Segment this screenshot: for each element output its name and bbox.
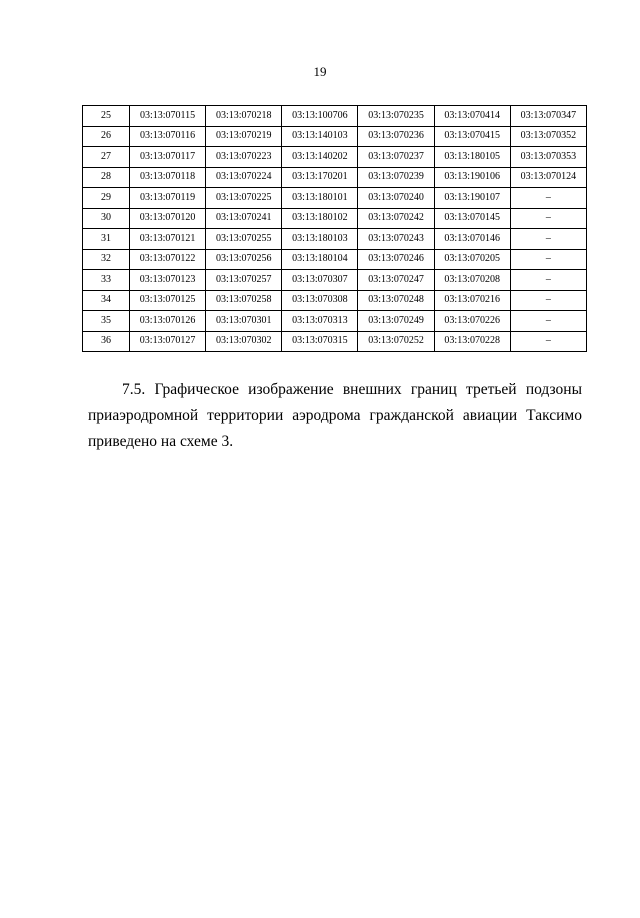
cadastral-number-cell: 03:13:070246 [358,249,434,270]
cadastral-number-cell: 03:13:070146 [434,229,510,250]
cadastral-number-cell: 03:13:070205 [434,249,510,270]
cadastral-number-cell: 03:13:070258 [206,290,282,311]
cadastral-number-cell: 03:13:070218 [206,106,282,127]
cadastral-number-cell: 03:13:180101 [282,188,358,209]
cadastral-number-cell: 03:13:170201 [282,167,358,188]
cadastral-number-cell: – [510,208,586,229]
cadastral-number-cell: – [510,229,586,250]
cadastral-number-cell: 03:13:140202 [282,147,358,168]
cadastral-number-cell: 03:13:100706 [282,106,358,127]
table-row [83,208,587,229]
cadastral-number-cell: 03:13:070313 [282,311,358,332]
cadastral-number-cell: 03:13:070120 [130,208,206,229]
table-row [83,188,587,209]
row-number-cell: 29 [83,188,130,209]
page-number: 19 [313,64,327,79]
cadastral-number-cell: 03:13:190106 [434,167,510,188]
table-row [83,167,587,188]
table-row [83,126,587,147]
cadastral-number-cell: 03:13:070240 [358,188,434,209]
cadastral-number-cell: 03:13:070243 [358,229,434,250]
cadastral-number-cell: – [510,311,586,332]
cadastral-number-cell: 03:13:070116 [130,126,206,147]
table-row [83,147,587,168]
section-7-5-paragraph [88,377,582,455]
cadastral-number-cell: – [510,270,586,291]
table-row [83,106,587,127]
cadastral-number-cell: 03:13:070308 [282,290,358,311]
row-number-cell: 34 [83,290,130,311]
table-row [83,311,587,332]
table-row [83,270,587,291]
row-number-cell: 27 [83,147,130,168]
cadastral-number-cell: 03:13:070315 [282,331,358,352]
row-number-cell: 36 [83,331,130,352]
cadastral-number-cell: 03:13:070415 [434,126,510,147]
cadastral-number-cell: 03:13:070119 [130,188,206,209]
cadastral-number-cell: 03:13:070122 [130,249,206,270]
cadastral-number-cell: 03:13:070239 [358,167,434,188]
cadastral-number-cell: 03:13:070248 [358,290,434,311]
cadastral-number-cell: – [510,290,586,311]
cadastral-number-cell: 03:13:070228 [434,331,510,352]
cadastral-number-cell: 03:13:070121 [130,229,206,250]
cadastral-number-cell: 03:13:070127 [130,331,206,352]
table-row [83,331,587,352]
cadastral-number-cell: – [510,188,586,209]
cadastral-number-cell: 03:13:070225 [206,188,282,209]
cadastral-number-cell: 03:13:070242 [358,208,434,229]
cadastral-number-cell: 03:13:070352 [510,126,586,147]
cadastral-number-cell: 03:13:070223 [206,147,282,168]
cadastral-number-cell: 03:13:070125 [130,290,206,311]
cadastral-number-cell: 03:13:070302 [206,331,282,352]
cadastral-number-cell: 03:13:070301 [206,311,282,332]
cadastral-number-cell: 03:13:070255 [206,229,282,250]
cadastral-number-cell: 03:13:070414 [434,106,510,127]
cadastral-number-cell: 03:13:070237 [358,147,434,168]
cadastral-number-cell: 03:13:070224 [206,167,282,188]
cadastral-numbers-table [82,105,587,352]
cadastral-number-cell: 03:13:070118 [130,167,206,188]
cadastral-number-cell: 03:13:180103 [282,229,358,250]
table-row [83,290,587,311]
cadastral-number-cell: 03:13:190107 [434,188,510,209]
cadastral-number-cell: 03:13:070126 [130,311,206,332]
paragraph-text: 7.5. Графическое изображение внешних границ третьей подзоны приаэродромной территории аэродрома гражданской авиации Таксимо приведено на схеме 3. [88,381,582,450]
cadastral-number-cell: 03:13:070235 [358,106,434,127]
cadastral-number-cell: 03:13:070252 [358,331,434,352]
row-number-cell: 28 [83,167,130,188]
cadastral-number-cell: – [510,249,586,270]
cadastral-number-cell: 03:13:070124 [510,167,586,188]
cadastral-number-cell: – [510,331,586,352]
cadastral-number-cell: 03:13:070249 [358,311,434,332]
cadastral-number-cell: 03:13:070115 [130,106,206,127]
row-number-cell: 32 [83,249,130,270]
cadastral-number-cell: 03:13:070307 [282,270,358,291]
table-row [83,229,587,250]
row-number-cell: 26 [83,126,130,147]
cadastral-number-cell: 03:13:180104 [282,249,358,270]
cadastral-number-cell: 03:13:070208 [434,270,510,291]
cadastral-number-cell: 03:13:070256 [206,249,282,270]
cadastral-number-cell: 03:13:070236 [358,126,434,147]
cadastral-number-cell: 03:13:070226 [434,311,510,332]
cadastral-number-cell: 03:13:070123 [130,270,206,291]
cadastral-number-cell: 03:13:070216 [434,290,510,311]
cadastral-number-cell: 03:13:070241 [206,208,282,229]
row-number-cell: 25 [83,106,130,127]
cadastral-number-cell: 03:13:140103 [282,126,358,147]
cadastral-number-cell: 03:13:070353 [510,147,586,168]
row-number-cell: 31 [83,229,130,250]
cadastral-number-cell: 03:13:070117 [130,147,206,168]
cadastral-number-cell: 03:13:070219 [206,126,282,147]
row-number-cell: 33 [83,270,130,291]
cadastral-number-cell: 03:13:070347 [510,106,586,127]
cadastral-number-cell: 03:13:070247 [358,270,434,291]
cadastral-number-cell: 03:13:180105 [434,147,510,168]
row-number-cell: 35 [83,311,130,332]
table-row [83,249,587,270]
cadastral-number-cell: 03:13:070257 [206,270,282,291]
cadastral-number-cell: 03:13:070145 [434,208,510,229]
cadastral-number-cell: 03:13:180102 [282,208,358,229]
row-number-cell: 30 [83,208,130,229]
